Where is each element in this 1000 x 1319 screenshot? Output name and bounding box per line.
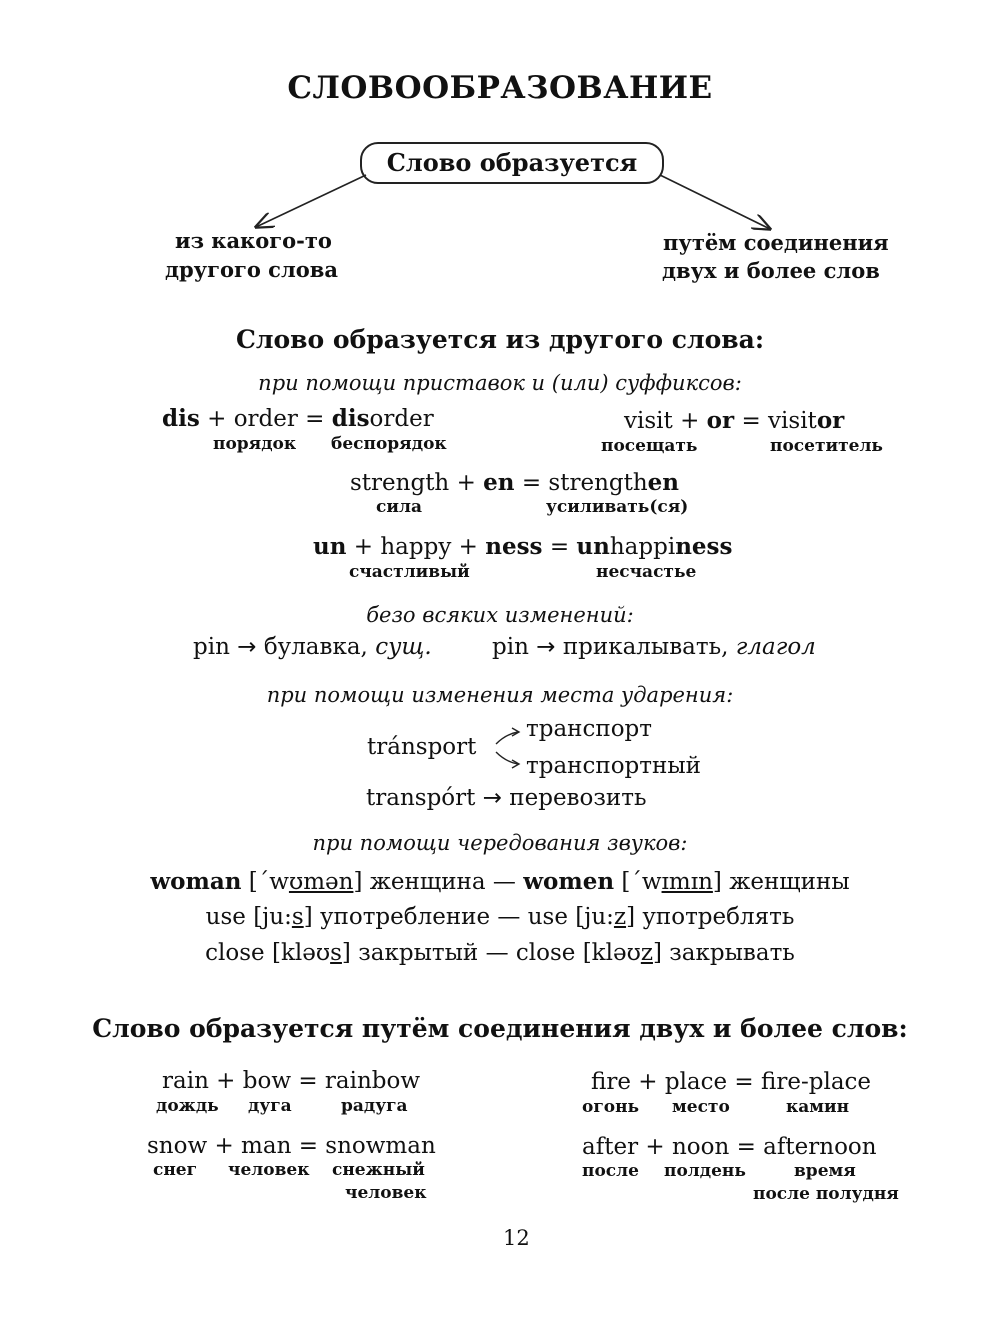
arrow-left (256, 175, 366, 227)
gloss: порядок (213, 434, 297, 454)
gloss: полдень (664, 1161, 746, 1181)
gloss: после полудня (753, 1184, 899, 1204)
example-unhappiness: un + happy + ness = unhappiness (313, 533, 733, 560)
gloss: камин (786, 1097, 850, 1117)
meaning: транспорт (526, 716, 652, 742)
gloss: человек (228, 1160, 310, 1180)
gloss: счастливый (349, 562, 470, 582)
gloss: огонь (582, 1097, 640, 1117)
example-visitor: visit + or = visitor (624, 407, 845, 434)
gloss: после (582, 1161, 639, 1181)
gloss: усиливать(ся) (546, 497, 689, 517)
no-change-heading: безо всяких изменений: (366, 603, 634, 627)
example-strengthen: strength + en = strengthen (350, 469, 680, 496)
box-label: Слово образуется (386, 148, 638, 177)
compound-afternoon: after + noon = afternoon (582, 1134, 877, 1160)
compound-snowman: snow + man = snowman (147, 1133, 436, 1159)
branch-arrows (492, 724, 526, 774)
gloss: человек (345, 1183, 427, 1203)
compound-rainbow: rain + bow = rainbow (162, 1068, 421, 1094)
gloss: сила (376, 497, 422, 517)
gloss: дождь (156, 1096, 219, 1116)
page-number: 12 (503, 1226, 530, 1250)
section1-heading: Слово образуется из другого слова: (235, 325, 765, 354)
gloss: снежный (332, 1160, 425, 1180)
gloss: беспорядок (331, 434, 447, 454)
branch-right-line1: путём соединения (663, 230, 889, 255)
meaning: транспортный (526, 753, 701, 779)
branch-left-line2: другого слова (165, 257, 338, 282)
example-transport-noun: tránsport (367, 734, 477, 760)
branch-left-line1: из какого-то (175, 228, 332, 253)
sound-example-close: close [kləʊs] закрытый — close [kləʊz] закрывать (205, 940, 795, 966)
sound-example-woman: woman [ˊwʊmən] женщина — women [ˊwɪmɪn] женщины (150, 868, 850, 895)
gloss: несчастье (596, 562, 697, 582)
diagram-arrows (0, 0, 1000, 300)
sound-example-use: use [ju:s] употребление — use [ju:z] употреблять (205, 904, 795, 930)
page-title: СЛОВООБРАЗОВАНИЕ (287, 70, 713, 106)
example-transport-verb: transpórt → перевозить (366, 785, 647, 811)
stress-heading: при помощи изменения места ударения: (266, 683, 734, 707)
gloss: время (794, 1161, 856, 1181)
example-pin-verb: pin → прикалывать, глагол (492, 634, 816, 660)
affixes-heading: при помощи приставок и (или) суффиксов: (258, 371, 742, 395)
gloss: радуга (341, 1096, 408, 1116)
gloss: снег (153, 1160, 198, 1180)
example-disorder: dis + order = disorder (162, 405, 434, 432)
example-pin-noun: pin → булавка, сущ. (193, 634, 432, 660)
gloss: дуга (248, 1096, 292, 1116)
gloss: посещать (601, 436, 698, 456)
branch-right-line2: двух и более слов (662, 258, 880, 283)
sounds-heading: при помощи чередования звуков: (312, 831, 688, 855)
arrow-right (660, 175, 770, 229)
section2-heading: Слово образуется путём соединения двух и более слов: (92, 1014, 908, 1043)
gloss: место (672, 1097, 730, 1117)
gloss: посетитель (770, 436, 883, 456)
compound-fireplace: fire + place = fire-place (591, 1069, 872, 1095)
